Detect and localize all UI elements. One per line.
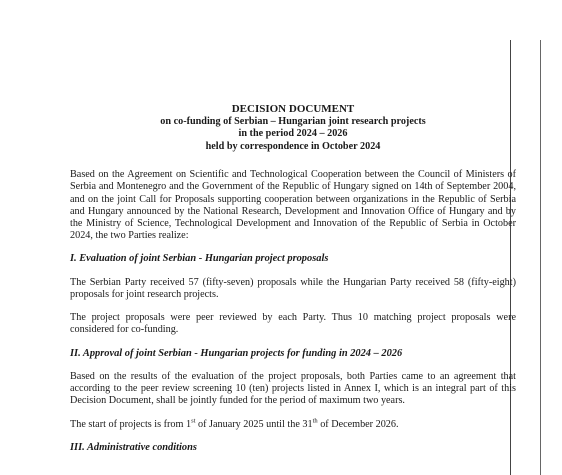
section-paragraph: The project proposals were peer reviewed by each Party. Thus 10 matching project proposals were considered for co-funding.: [70, 312, 516, 336]
document-body: [70, 103, 516, 454]
section-heading-administrative: III. Administrative conditions: [70, 441, 197, 453]
ordinal-suffix: th: [312, 417, 318, 425]
section-heading-evaluation: I. Evaluation of joint Serbian - Hungarian project proposals: [70, 253, 329, 265]
ordinal-suffix: st: [191, 417, 196, 425]
section-heading-approval: II. Approval of joint Serbian - Hungarian projects for funding in 2024 – 2026: [70, 347, 403, 359]
project-start-sentence: [70, 419, 516, 431]
intro-paragraph: Based on the Agreement on Scientific and Technological Cooperation between the Council of Ministers of Serbia and Montenegro and the Government of the Republic of Hungary signed on 14th of September 2004, and on the joint Call for Proposals supporting cooperation between organizations in the Republic of Serbia and Hungary announced by the National Research, Development and Innovation Office of Hungary and by the Ministry of Science, Technological Development and Innovation of the Republic of Serbia in October 2024, the two Parties realize:: [70, 169, 516, 242]
section-paragraph: Based on the results of the evaluation of the project proposals, both Parties came to an agreement that according to the peer review screening 10 (ten) projects listed in Annex I, which is an integral part of this Decision Document, shall be jointly funded for the period of maximum two years.: [70, 371, 516, 407]
document-subtitle-line: in the period 2024 – 2026: [238, 128, 348, 140]
document-title: DECISION DOCUMENT: [231, 103, 355, 115]
scan-edge-line: [540, 40, 541, 475]
title-block: [70, 103, 516, 153]
document-subtitle-line: held by correspondence in October 2024: [205, 140, 381, 152]
document-subtitle-line: on co-funding of Serbian – Hungarian joint research projects: [160, 116, 426, 127]
start-text: of December 2026.: [317, 418, 399, 430]
section-paragraph: The Serbian Party received 57 (fifty-seven) proposals while the Hungarian Party received 58 (fifty-eight) proposals for joint research projects.: [70, 276, 516, 301]
start-text: The start of projects is from 1: [70, 418, 192, 430]
start-text: of January 2025 until the 31: [195, 418, 313, 430]
